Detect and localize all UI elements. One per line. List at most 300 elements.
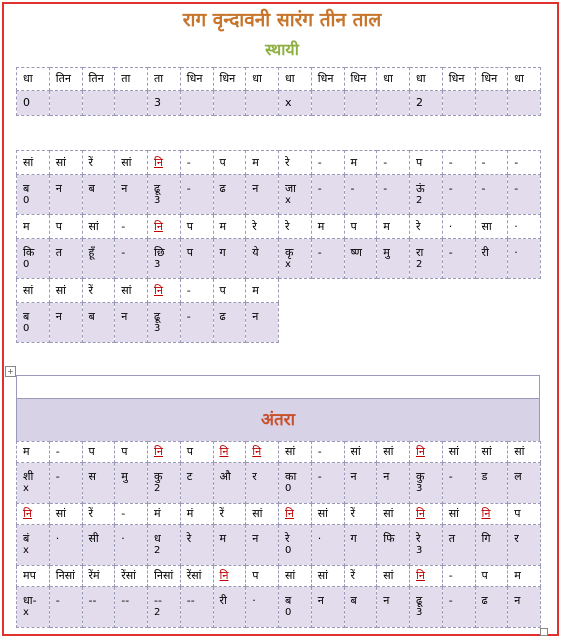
cell-text: रे <box>186 532 192 545</box>
taal-marker <box>383 259 409 271</box>
table-cell <box>82 525 115 566</box>
table-cell <box>279 587 312 628</box>
table-cell <box>344 91 377 116</box>
table-cell <box>475 463 508 504</box>
empty-cell <box>279 279 312 303</box>
empty-cell <box>410 279 443 303</box>
cell-text: -- <box>154 594 162 607</box>
cell-text: नि <box>219 569 229 582</box>
taal-marker <box>89 195 115 207</box>
table-cell <box>410 175 443 215</box>
cell-text: न <box>514 594 521 607</box>
table-cell <box>49 215 82 239</box>
table-cell <box>213 525 246 566</box>
cell-text: धा- <box>23 594 37 607</box>
table-cell <box>180 463 213 504</box>
taal-marker <box>121 195 147 207</box>
taal-marker: x <box>23 483 29 494</box>
cell-text: ब <box>88 309 95 323</box>
taal-marker <box>56 195 82 207</box>
cell-text: ग <box>350 532 357 545</box>
empty-cell <box>475 303 508 343</box>
table-cell <box>213 68 246 91</box>
cell-text: रा <box>416 245 424 259</box>
table-cell <box>213 175 246 215</box>
table-cell <box>279 504 312 525</box>
cell-text: त <box>448 532 456 545</box>
taal-marker: 0 <box>23 322 30 334</box>
cell-text: · <box>55 532 60 545</box>
taal-marker <box>482 483 508 495</box>
cell-text: प <box>186 445 193 458</box>
cell-text: ढू <box>416 594 423 607</box>
swar-row <box>17 215 541 239</box>
cell-text: सां <box>383 507 394 520</box>
table-cell <box>115 587 148 628</box>
table-cell <box>475 91 508 116</box>
table-cell <box>148 68 181 91</box>
cell-text: · <box>252 594 256 607</box>
table-cell <box>475 566 508 587</box>
table-cell <box>377 442 410 463</box>
cell-text: फि <box>383 532 395 545</box>
table-cell <box>311 504 344 525</box>
swar-row <box>17 442 541 463</box>
cell-text: धिन <box>219 72 236 85</box>
cell-text: सां <box>350 445 361 458</box>
cell-text: - <box>317 470 322 483</box>
cell-text: धिन <box>481 72 498 85</box>
cell-text: -- <box>186 594 195 607</box>
table-cell <box>311 215 344 239</box>
cell-text: नि <box>416 445 425 458</box>
cell-text: म <box>219 219 227 233</box>
table-cell <box>148 175 181 215</box>
table-cell <box>279 151 312 175</box>
table-cell <box>82 442 115 463</box>
cell-text: धिन <box>186 72 203 85</box>
taal-marker <box>187 607 213 619</box>
swar-row <box>17 151 541 175</box>
table-cell <box>475 442 508 463</box>
cell-text: - <box>481 155 486 169</box>
cell-text: प <box>88 445 95 458</box>
table-cell <box>148 525 181 566</box>
table-cell <box>148 303 181 343</box>
cell-text: रे <box>285 219 290 233</box>
table-cell <box>508 68 541 91</box>
cell-text: सां <box>285 445 296 458</box>
table-cell <box>377 215 410 239</box>
table-cell <box>410 525 443 566</box>
table-cell <box>82 463 115 504</box>
table-cell <box>49 442 82 463</box>
taal-marker <box>89 259 115 271</box>
cell-text: प <box>416 155 423 169</box>
empty-cell <box>508 279 541 303</box>
table-cell <box>442 504 475 525</box>
taal-marker <box>482 259 508 271</box>
table-cell <box>17 68 50 91</box>
lyric-row <box>17 239 541 279</box>
table-cell <box>17 442 50 463</box>
taal-marker: 3 <box>154 194 161 206</box>
table-cell <box>49 239 82 279</box>
taal-marker <box>351 195 377 207</box>
cell-text: - <box>481 181 486 195</box>
table-cell <box>49 587 82 628</box>
cell-text: सां <box>121 283 132 297</box>
taal-marker <box>383 607 409 619</box>
taal-marker <box>252 483 278 495</box>
taal-marker: 0 <box>23 194 30 206</box>
cell-text: सां <box>55 507 67 520</box>
cell-text: ढ <box>219 309 226 323</box>
cell-text: सां <box>55 283 67 297</box>
lyric-row <box>17 525 541 566</box>
table-cell <box>148 215 181 239</box>
cell-text: रेंसां <box>121 569 137 582</box>
cell-text: रें <box>350 569 355 582</box>
cell-text: धा <box>514 72 524 85</box>
table-cell <box>49 463 82 504</box>
table-cell <box>344 442 377 463</box>
cell-text: ब <box>350 594 357 607</box>
taal-marker <box>89 483 115 495</box>
table-cell <box>508 215 541 239</box>
cell-text: - <box>55 470 60 483</box>
table-cell <box>311 239 344 279</box>
table-cell <box>82 91 115 116</box>
table-cell <box>442 175 475 215</box>
cell-text: नि <box>154 155 163 169</box>
cell-text: नि <box>416 569 425 582</box>
table-cell <box>49 175 82 215</box>
table-cell <box>115 175 148 215</box>
cell-text: -- <box>88 594 97 607</box>
cell-text: नि <box>285 507 294 520</box>
table-cell <box>246 279 279 303</box>
cell-text: · <box>317 532 322 545</box>
cell-text: म <box>252 283 259 297</box>
cell-text: जा <box>285 181 297 195</box>
taal-marker <box>56 483 82 495</box>
table-cell <box>442 442 475 463</box>
cell-text: धा <box>23 72 33 85</box>
table-cell <box>475 151 508 175</box>
cell-text: सी <box>88 532 99 545</box>
table-cell <box>82 587 115 628</box>
cell-text: -- <box>121 594 130 607</box>
swar-row <box>17 504 541 525</box>
cell-text: रे <box>416 219 421 233</box>
taal-marker <box>482 195 508 207</box>
cell-text: न <box>121 309 128 323</box>
table-cell <box>115 91 148 116</box>
cell-text: मं <box>154 507 161 520</box>
cell-text: - <box>317 445 322 458</box>
taal-marker <box>383 195 409 207</box>
cell-text: x <box>285 96 292 109</box>
table-cell <box>410 566 443 587</box>
table-cell <box>442 525 475 566</box>
table-cell <box>279 442 312 463</box>
table-cell <box>344 215 377 239</box>
cell-text: प <box>252 569 259 582</box>
section-title-sthayi: स्थायी <box>265 40 299 59</box>
lyric-row <box>17 175 541 215</box>
table-cell <box>410 504 443 525</box>
taal-marker: 0 <box>285 545 292 556</box>
empty-cell <box>442 303 475 343</box>
taal-marker <box>121 545 147 557</box>
table-cell <box>508 463 541 504</box>
cell-text: धिन <box>350 72 367 85</box>
table-cell <box>279 239 312 279</box>
cell-text: सां <box>23 283 34 297</box>
table-cell <box>180 279 213 303</box>
table-cell <box>17 587 50 628</box>
cell-text: ष्ण <box>350 245 362 259</box>
table-cell <box>508 587 541 628</box>
cell-text: ढू <box>154 309 161 323</box>
table-cell <box>279 463 312 504</box>
cell-text: · <box>448 219 453 233</box>
table-cell <box>17 151 50 175</box>
cell-text: सां <box>514 445 525 458</box>
table-cell <box>508 525 541 566</box>
cell-text: सां <box>383 569 394 582</box>
cell-text: तिन <box>88 72 104 85</box>
table-cell <box>377 587 410 628</box>
cell-text: म <box>23 219 30 233</box>
table-cell <box>148 239 181 279</box>
taal-marker <box>351 259 377 271</box>
table-cell <box>377 566 410 587</box>
table-cell <box>17 215 50 239</box>
table-cell <box>311 566 344 587</box>
cell-text: सां <box>252 507 263 520</box>
cell-text: निसां <box>55 569 75 582</box>
table-cell <box>213 239 246 279</box>
table-cell <box>17 175 50 215</box>
cell-text: प <box>514 507 521 520</box>
cell-text: न <box>252 309 259 323</box>
table-cell <box>115 303 148 343</box>
taal-marker: 2 <box>154 545 161 556</box>
sthayi-table <box>16 150 541 343</box>
table-cell <box>377 525 410 566</box>
table-cell <box>311 175 344 215</box>
table-cell <box>442 215 475 239</box>
table-move-handle-icon[interactable]: + <box>5 366 16 377</box>
taal-marker <box>514 483 540 495</box>
taal-marker <box>220 483 246 495</box>
table-cell <box>508 239 541 279</box>
table-cell <box>410 239 443 279</box>
antara-blank-row <box>16 375 540 399</box>
table-cell <box>442 239 475 279</box>
taal-marker <box>482 607 508 619</box>
cell-text: धिन <box>317 72 334 85</box>
cell-text: कृ <box>285 245 294 259</box>
taal-marker <box>121 323 147 335</box>
table-cell <box>49 566 82 587</box>
table-cell <box>311 463 344 504</box>
taal-marker <box>318 607 344 619</box>
lyric-row <box>17 587 541 628</box>
cell-text: - <box>448 155 453 169</box>
lyric-row <box>17 463 541 504</box>
cell-text: - <box>186 181 191 195</box>
table-cell <box>148 151 181 175</box>
lyric-row <box>17 303 541 343</box>
cell-text: - <box>448 245 453 259</box>
table-cell <box>115 504 148 525</box>
table-cell <box>410 91 443 116</box>
taal-marker: x <box>23 607 29 618</box>
table-cell <box>17 463 50 504</box>
cell-text: - <box>448 470 453 483</box>
cell-text: छि <box>154 245 165 259</box>
table-cell <box>17 566 50 587</box>
cell-text: नि <box>154 219 163 233</box>
swar-row <box>17 279 541 303</box>
table-cell <box>246 303 279 343</box>
table-cell <box>82 68 115 91</box>
table-cell <box>442 566 475 587</box>
table-cell <box>82 151 115 175</box>
table-cell <box>213 279 246 303</box>
table-cell <box>508 91 541 116</box>
table-cell <box>148 91 181 116</box>
table-cell <box>49 91 82 116</box>
cell-text: प <box>481 569 488 582</box>
cell-text: गि <box>481 532 491 545</box>
taal-marker <box>449 195 475 207</box>
table-cell <box>17 279 50 303</box>
cell-text: ऊं <box>416 181 425 195</box>
table-cell <box>377 151 410 175</box>
cell-text: ट <box>186 470 193 483</box>
theka-marker-row <box>17 91 541 116</box>
table-cell <box>115 151 148 175</box>
table-cell <box>213 566 246 587</box>
taal-marker <box>449 259 475 271</box>
taal-marker: 3 <box>154 258 161 270</box>
antara-table <box>16 441 541 628</box>
cell-text: ब <box>23 309 30 323</box>
table-cell <box>344 68 377 91</box>
taal-marker: 3 <box>416 483 423 494</box>
table-cell <box>213 91 246 116</box>
cell-text: - <box>121 507 126 520</box>
taal-marker <box>89 607 115 619</box>
cell-text: धा <box>285 72 295 85</box>
taal-marker <box>220 195 246 207</box>
taal-marker <box>187 545 213 557</box>
taal-marker <box>449 607 475 619</box>
taal-marker <box>220 259 246 271</box>
taal-marker <box>351 545 377 557</box>
cell-text: निसां <box>154 569 174 582</box>
table-cell <box>377 68 410 91</box>
cell-text: - <box>186 283 191 297</box>
cell-text: ड <box>481 470 488 483</box>
taal-marker <box>383 545 409 557</box>
cell-text: स <box>88 470 96 483</box>
cell-text: - <box>350 181 355 195</box>
taal-marker <box>56 545 82 557</box>
table-cell <box>410 442 443 463</box>
taal-marker: 2 <box>154 483 161 494</box>
cell-text: रे <box>252 219 257 233</box>
table-cell <box>82 279 115 303</box>
table-cell <box>344 175 377 215</box>
empty-cell <box>344 303 377 343</box>
taal-marker <box>252 259 278 271</box>
cell-text: सां <box>448 507 460 520</box>
table-cell <box>17 239 50 279</box>
table-cell <box>115 215 148 239</box>
cell-text: शी <box>23 470 34 483</box>
table-cell <box>148 279 181 303</box>
table-cell <box>49 151 82 175</box>
table-cell <box>311 151 344 175</box>
cell-text: रें <box>350 507 355 520</box>
theka-table <box>16 67 541 116</box>
cell-text: बं <box>23 532 30 545</box>
table-cell <box>148 442 181 463</box>
taal-marker <box>449 545 475 557</box>
table-cell <box>344 504 377 525</box>
empty-cell <box>377 279 410 303</box>
taal-marker <box>187 483 213 495</box>
cell-text: र <box>252 470 257 483</box>
taal-marker <box>220 607 246 619</box>
cell-text: ढ <box>481 594 488 607</box>
cell-text: ढू <box>154 181 161 195</box>
table-cell <box>508 566 541 587</box>
cell-text: कु <box>154 470 163 483</box>
table-resize-handle-icon[interactable] <box>540 628 548 636</box>
cell-text: - <box>514 155 519 169</box>
table-cell <box>344 525 377 566</box>
cell-text: · <box>514 219 518 233</box>
table-cell <box>410 463 443 504</box>
taal-marker <box>220 545 246 557</box>
cell-text: न <box>121 181 128 195</box>
table-cell <box>377 239 410 279</box>
table-cell <box>279 175 312 215</box>
cell-text: धा <box>416 72 426 85</box>
cell-text: म <box>252 155 259 169</box>
cell-text: रें <box>88 155 93 169</box>
cell-text: ध <box>154 532 161 545</box>
cell-text: 3 <box>154 96 161 109</box>
taal-marker <box>252 195 278 207</box>
cell-text: सा <box>481 219 492 233</box>
table-cell <box>442 68 475 91</box>
cell-text: धा <box>252 72 262 85</box>
taal-marker: x <box>285 258 291 270</box>
table-cell <box>311 525 344 566</box>
cell-text: मु <box>121 470 128 483</box>
taal-marker <box>351 607 377 619</box>
taal-marker: 0 <box>23 258 30 270</box>
taal-marker <box>318 483 344 495</box>
cell-text: - <box>448 594 453 607</box>
